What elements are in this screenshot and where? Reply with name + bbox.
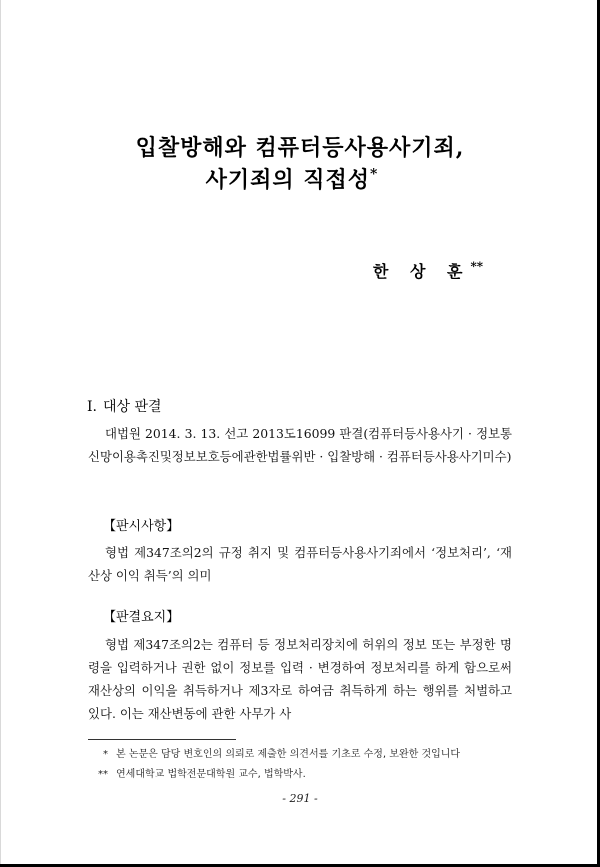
section-number: I. [87,399,97,415]
page-number: - 291 - [282,792,318,805]
title-footnote-marker[interactable]: * [370,166,379,183]
author-footnote-marker[interactable]: ** [470,259,483,274]
footnote-2 [88,765,306,780]
footnote-1 [88,745,460,760]
author-name: 한 상 훈** [372,259,483,281]
section-title: 대상 판결 [102,399,162,415]
footnote-2-mark: ** [98,769,108,780]
footnote-divider [88,739,236,740]
footnote-1-mark: * [103,749,108,760]
issue-paragraph: 형법 제347조의2의 규정 취지 및 컴퓨터등사용사기죄에서 ‘정보처리’, ‘재산상 이익 취득’의 의미 [88,545,512,583]
footnote-1-text: 본 논문은 담당 변호인의 의뢰로 제출한 의견서를 기초로 수정, 보완한 것입니다 [116,749,461,760]
footnote-2-text: 연세대학교 법학전문대학원 교수, 법학박사. [116,769,306,780]
issue-heading: 【판시사항】 [103,519,180,534]
section-heading [87,396,162,416]
holding-paragraph: 형법 제347조의2는 컴퓨터 등 정보처리장치에 허위의 정보 또는 부정한 명령을 입력하거나 권한 없이 정보를 입력 · 변경하여 정보처리를 하게 함으로써 재산상의 이익을 취득하거나 제3자로 하여금 취득하게 하는 행위를 처벌하고 있다. 이는 재산변동에 관한 사무가 사 [88,637,512,721]
title-line-1: 입찰방해와 컴퓨터등사용사기죄, [135,135,465,161]
case-citation-paragraph: 대법원 2014. 3. 13. 선고 2013도16099 판결(컴퓨터등사용사기 · 정보통신망이용촉진및정보보호등에관한법률위반 · 입찰방해 · 컴퓨터등사용사기미수) [88,426,512,464]
title-line-2: 사기죄의 직접성* [205,166,379,193]
holding-heading: 【판결요지】 [103,610,180,625]
